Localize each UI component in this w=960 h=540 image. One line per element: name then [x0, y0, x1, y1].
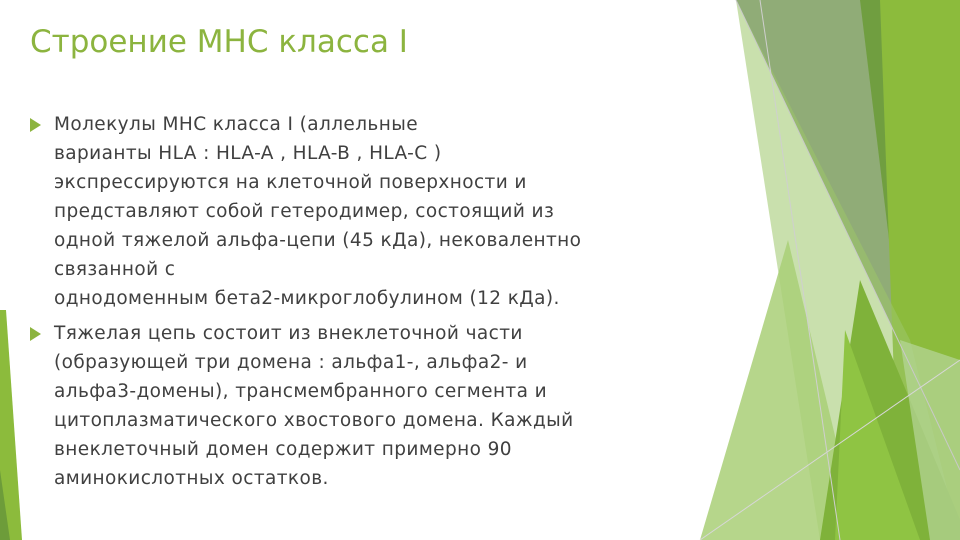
- bullet-arrow-icon: [30, 118, 41, 132]
- text-line: представляют собой гетеродимер, состоящий из: [54, 201, 555, 222]
- text-line: варианты HLA : HLA-A , HLA-B , HLA-C ): [54, 143, 442, 164]
- bullet-arrow-icon: [30, 327, 41, 341]
- text-line: альфа3-домены), трансмембранного сегмента и: [54, 381, 548, 402]
- text-line: Тяжелая цепь состоит из внеклеточной части: [54, 323, 523, 344]
- text-line: однодоменным бета2-микроглобулином (12 кДа).: [54, 288, 560, 309]
- text-line: внеклеточный домен содержит примерно 90: [54, 439, 512, 460]
- bullet-list: [30, 110, 730, 499]
- text-line: цитоплазматического хвостового домена. Каждый: [54, 410, 574, 431]
- bullet-item: [30, 319, 730, 493]
- text-line: связанной с: [54, 259, 176, 280]
- text-line: Молекулы МНС класса I (аллельные: [54, 114, 419, 135]
- bullet-text: [54, 319, 730, 493]
- slide-title: Строение МНС класса I: [30, 24, 408, 60]
- text-line: экспрессируются на клеточной поверхности и: [54, 172, 527, 193]
- text-line: одной тяжелой альфа-цепи (45 кДа), нековалентно: [54, 230, 582, 251]
- bullet-item: [30, 110, 730, 313]
- bullet-text: [54, 110, 730, 313]
- text-line: аминокислотных остатков.: [54, 468, 329, 489]
- text-line: (образующей три домена : альфа1-, альфа2- и: [54, 352, 528, 373]
